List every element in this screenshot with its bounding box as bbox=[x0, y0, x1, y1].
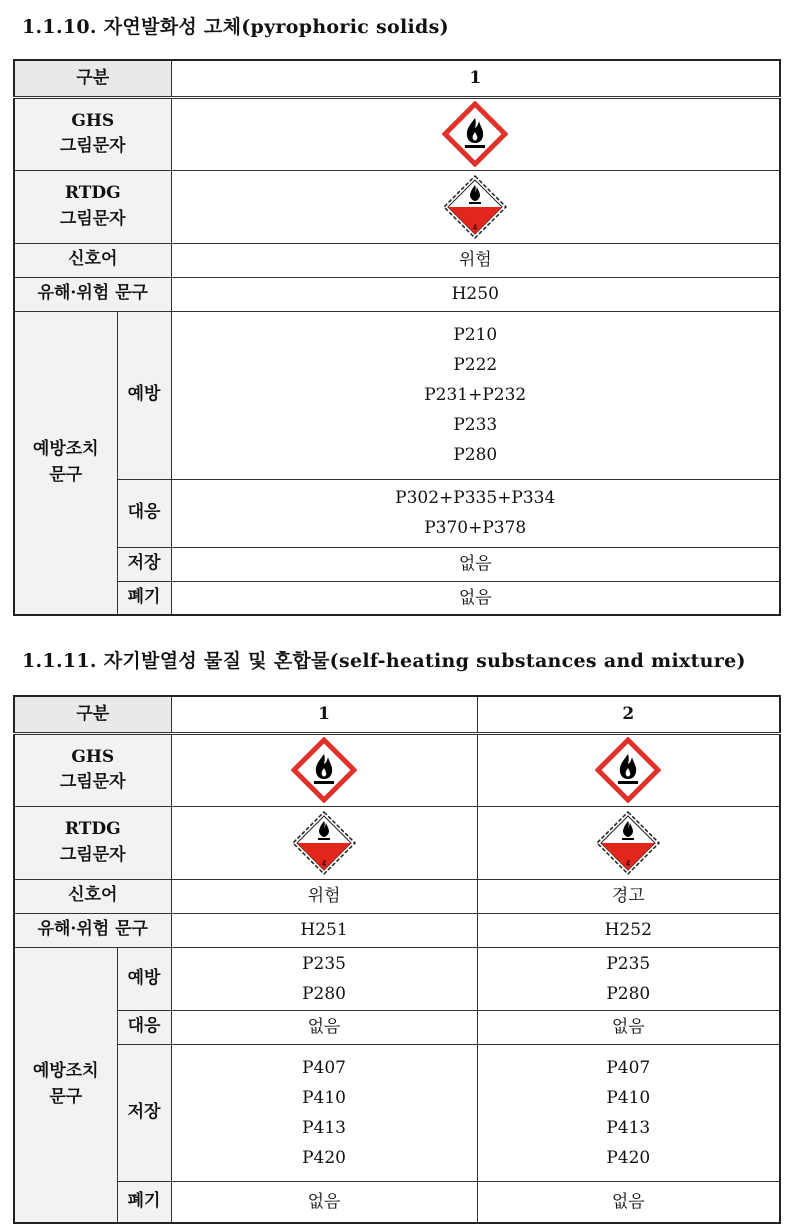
rtdg-pictogram-cell-2 bbox=[477, 806, 780, 879]
header-row bbox=[14, 696, 780, 733]
prevention-row bbox=[14, 311, 780, 479]
disposal-value-2: 없음 bbox=[477, 1181, 780, 1223]
rtdg-class-number: 4 bbox=[626, 858, 631, 868]
response-row bbox=[14, 479, 780, 547]
signal-word-value: 위험 bbox=[171, 243, 780, 277]
storage-label: 저장 bbox=[117, 1044, 171, 1181]
category-1-header: 1 bbox=[171, 696, 477, 733]
rtdg-class-number: 4 bbox=[321, 858, 327, 868]
prevention-value-2: P235 P280 bbox=[477, 947, 780, 1010]
response-value: P302+P335+P334 P370+P378 bbox=[171, 479, 780, 547]
class-4-spontaneously-combustible-icon bbox=[594, 809, 662, 877]
response-value-1: 없음 bbox=[171, 1010, 477, 1044]
hazard-statement-label: 유해·위험 문구 bbox=[14, 277, 171, 311]
prevention-value-1: P235 P280 bbox=[171, 947, 477, 1010]
ghs-pictogram-row bbox=[14, 733, 780, 806]
storage-value-2: P407 P410 P413 P420 bbox=[477, 1044, 780, 1181]
storage-row bbox=[14, 1044, 780, 1181]
section-title-pyrophoric-solids: 1.1.10. 자연발화성 고체(pyrophoric solids) bbox=[22, 16, 449, 38]
flame-pictogram-icon bbox=[291, 737, 357, 803]
ghs-pictogram-cell-2 bbox=[477, 733, 780, 806]
rtdg-pictogram-cell bbox=[171, 170, 780, 243]
self-heating-substances-table bbox=[13, 695, 781, 1224]
ghs-pictogram-label: GHS 그림문자 bbox=[14, 733, 171, 806]
disposal-value-1: 없음 bbox=[171, 1181, 477, 1223]
disposal-row bbox=[14, 581, 780, 615]
category-header-label: 구분 bbox=[14, 696, 171, 733]
precautionary-statement-label: 예방조치 문구 bbox=[14, 311, 117, 615]
response-row bbox=[14, 1010, 780, 1044]
category-2-header: 2 bbox=[477, 696, 780, 733]
rtdg-pictogram-cell-1 bbox=[171, 806, 477, 879]
hazard-statement-value-2: H252 bbox=[477, 913, 780, 947]
response-label: 대응 bbox=[117, 479, 171, 547]
hazard-statement-value: H250 bbox=[171, 277, 780, 311]
storage-row bbox=[14, 547, 780, 581]
signal-word-row bbox=[14, 879, 780, 913]
rtdg-pictogram-row bbox=[14, 806, 780, 879]
prevention-row bbox=[14, 947, 780, 1010]
disposal-label: 폐기 bbox=[117, 581, 171, 615]
prevention-label: 예방 bbox=[117, 947, 171, 1010]
rtdg-pictogram-row bbox=[14, 170, 780, 243]
hazard-statement-value-1: H251 bbox=[171, 913, 477, 947]
prevention-value: P210 P222 P231+P232 P233 P280 bbox=[171, 311, 780, 479]
flame-pictogram-icon bbox=[595, 737, 661, 803]
rtdg-pictogram-label: RTDG 그림문자 bbox=[14, 806, 171, 879]
disposal-value: 없음 bbox=[171, 581, 780, 615]
hazard-statement-label: 유해·위험 문구 bbox=[14, 913, 171, 947]
class-4-spontaneously-combustible-icon bbox=[290, 809, 358, 877]
storage-label: 저장 bbox=[117, 547, 171, 581]
precautionary-statement-label: 예방조치 문구 bbox=[14, 947, 117, 1223]
prevention-label: 예방 bbox=[117, 311, 171, 479]
storage-value-1: P407 P410 P413 P420 bbox=[171, 1044, 477, 1181]
disposal-row bbox=[14, 1181, 780, 1223]
category-1-header: 1 bbox=[171, 60, 780, 97]
signal-word-value-1: 위험 bbox=[171, 879, 477, 913]
disposal-label: 폐기 bbox=[117, 1181, 171, 1223]
response-label: 대응 bbox=[117, 1010, 171, 1044]
hazard-statement-row bbox=[14, 277, 780, 311]
signal-word-value-2: 경고 bbox=[477, 879, 780, 913]
category-header-label: 구분 bbox=[14, 60, 171, 97]
signal-word-label: 신호어 bbox=[14, 879, 171, 913]
rtdg-pictogram-label: RTDG 그림문자 bbox=[14, 170, 171, 243]
class-4-spontaneously-combustible-icon bbox=[441, 173, 509, 241]
storage-value: 없음 bbox=[171, 547, 780, 581]
signal-word-label: 신호어 bbox=[14, 243, 171, 277]
header-row bbox=[14, 60, 780, 97]
flame-pictogram-icon bbox=[442, 101, 508, 167]
pyrophoric-solids-table bbox=[13, 59, 781, 616]
ghs-pictogram-cell bbox=[171, 97, 780, 170]
ghs-pictogram-cell-1 bbox=[171, 733, 477, 806]
signal-word-row bbox=[14, 243, 780, 277]
rtdg-class-number: 4 bbox=[473, 222, 478, 232]
hazard-statement-row bbox=[14, 913, 780, 947]
ghs-pictogram-label: GHS 그림문자 bbox=[14, 97, 171, 170]
response-value-2: 없음 bbox=[477, 1010, 780, 1044]
section-title-self-heating-substances: 1.1.11. 자기발열성 물질 및 혼합물(self-heating substances and mixture) bbox=[22, 650, 746, 672]
ghs-pictogram-row bbox=[14, 97, 780, 170]
